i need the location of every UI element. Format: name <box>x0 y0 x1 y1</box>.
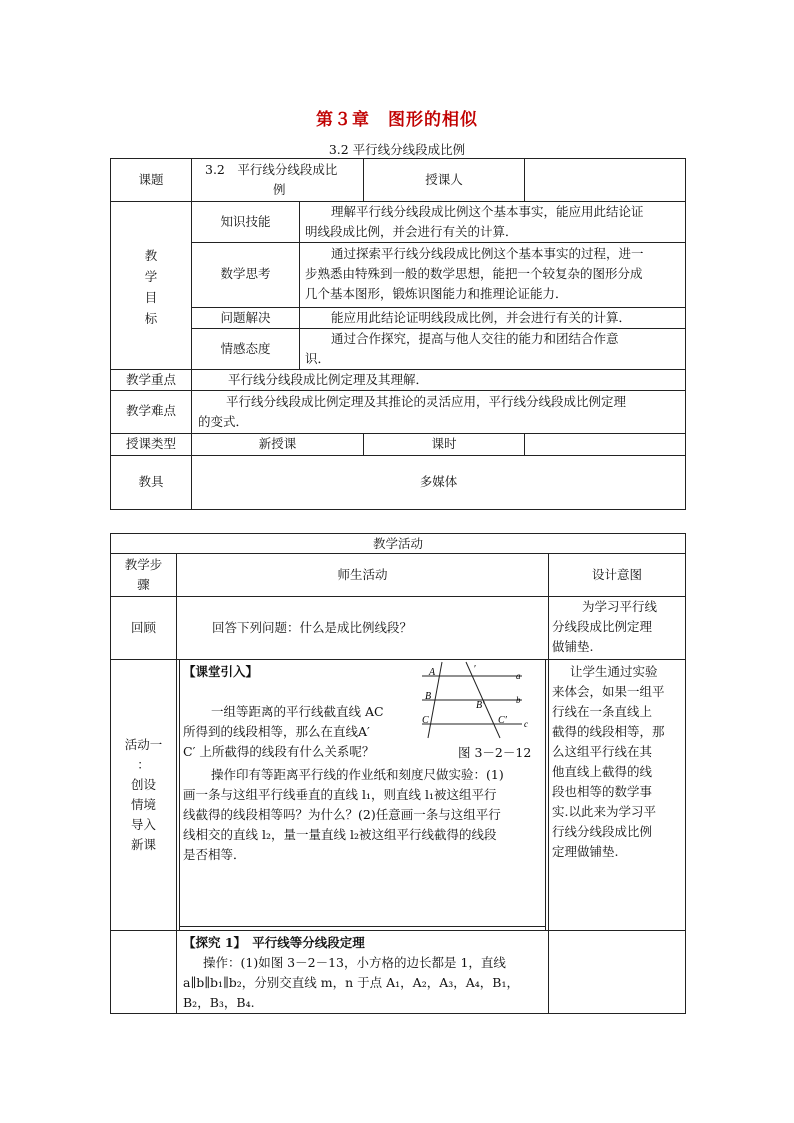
goal-label-knowledge: 知识技能 <box>220 214 271 229</box>
key-points-label: 教学重点 <box>125 372 176 387</box>
label-b: b <box>516 695 521 705</box>
difficulty-value: 平行线分线段成比例定理及其推论的灵活应用，平行线分线段成比例定理 的变式． <box>198 394 627 429</box>
goal-text-thinking: 通过探索平行线分线段成比例这个基本事实的过程，进一 步熟悉由特殊到一般的数学思想，能把一个较复杂的图形分成 几个基本图形，锻炼识图能力和推理论证能力． <box>305 246 644 301</box>
activity-one-intent: 让学生通过实验 来体会，如果一组平 行线在一条直线上 截得的线段相等，那 么这组平行线在其 他直线上截得的线 段也相等的数学事 实.以此来为学习平 行线分线段成比例 定理做铺垫. <box>552 664 665 859</box>
goal-label-thinking: 数学思考 <box>220 266 271 281</box>
label-C: C <box>422 715 429 726</box>
section-title: 3.2 平行线分线段成比例 <box>328 142 466 157</box>
key-points-value: 平行线分线段成比例定理及其理解． <box>228 372 429 387</box>
difficulty-label: 教学难点 <box>125 403 176 418</box>
tools-value: 多媒体 <box>419 474 458 489</box>
col-intent-header: 设计意图 <box>591 567 642 582</box>
label-B-prime: B′ <box>476 700 485 711</box>
review-intent: 为学习平行线 分线段成比例定理 做铺垫. <box>552 599 658 654</box>
experiment-text: 操作印有等距离平行线的作业纸和刻度尺做实验：(1) 画一条与这组平行线垂直的直线 l₁，则直线 l₁被这组平行 线截得的线段相等吗？为什么？(2)任意画一条与这组平行 线相交的直线 l₂，量一量直线 l₂被这组平行线截得的线段 是否相等． <box>183 767 504 862</box>
step-activity-one: 活动一 ： 创设 情境 导入 新课 <box>124 737 163 852</box>
label-a: a <box>516 671 521 681</box>
topic-value <box>205 160 363 200</box>
topic-label: 课题 <box>138 172 164 187</box>
explore-heading: 【探究 1】 平行线等分线段定理 <box>183 935 365 950</box>
label-A-prime: ′ <box>474 664 477 675</box>
periods-label: 课时 <box>431 436 457 451</box>
activity-table-title: 教学活动 <box>372 536 423 551</box>
goal-label-problem-solving: 问题解决 <box>220 310 271 325</box>
goal-text-attitude: 通过合作探究，提高与他人交往的能力和团结合作意 识． <box>305 331 619 366</box>
intro-heading: 【课堂引入】 <box>183 664 259 679</box>
step-review: 回顾 <box>130 620 156 635</box>
lesson-type-label: 授课类型 <box>125 436 176 451</box>
label-A: A <box>429 667 436 678</box>
goal-text-knowledge: 理解平行线分线段成比例这个基本事实，能应用此结论证 明线段成比例，并会进行有关的计算． <box>305 204 644 239</box>
lesson-type-value: 新授课 <box>258 436 297 451</box>
col-activity-header: 师生活动 <box>337 567 388 582</box>
topic-value-line: 3.2 平行线分线段成比 <box>205 162 338 177</box>
intro-text: 一组等距离的平行线截直线 AC 所得到的线段相等，那么在直线A′ C′ 上所截得的线段有什么关系呢？ <box>183 704 384 759</box>
label-B: B <box>425 691 432 702</box>
teacher-label: 授课人 <box>425 172 463 187</box>
goal-text-problem-solving: 能应用此结论证明线段成比例，并会进行有关的计算． <box>331 310 632 325</box>
figure-parallel-lines <box>414 660 534 742</box>
chapter-title: 第３章 图形的相似 <box>316 110 478 130</box>
topic-value-line: 例 <box>273 182 286 197</box>
goals-label: 教 学 目 标 <box>144 248 158 326</box>
goal-label-attitude: 情感态度 <box>220 341 271 356</box>
tools-label: 教具 <box>138 474 164 489</box>
col-steps-header: 教学步 骤 <box>124 557 163 592</box>
label-C-prime: C′ <box>498 715 507 726</box>
explore-text: 操作：(1)如图 3－2－13，小方格的边长都是 1，直线 a∥b∥b₁∥b₂，分别交直线 m，n 于点 A₁，A₂，A₃，A₄，B₁， B₂，B₃，B₄. <box>183 955 519 1010</box>
figure-caption: 图 3－2－12 <box>458 745 532 760</box>
review-activity: 回答下列问题：什么是成比例线段？ <box>212 620 413 635</box>
label-c: c <box>524 719 528 729</box>
